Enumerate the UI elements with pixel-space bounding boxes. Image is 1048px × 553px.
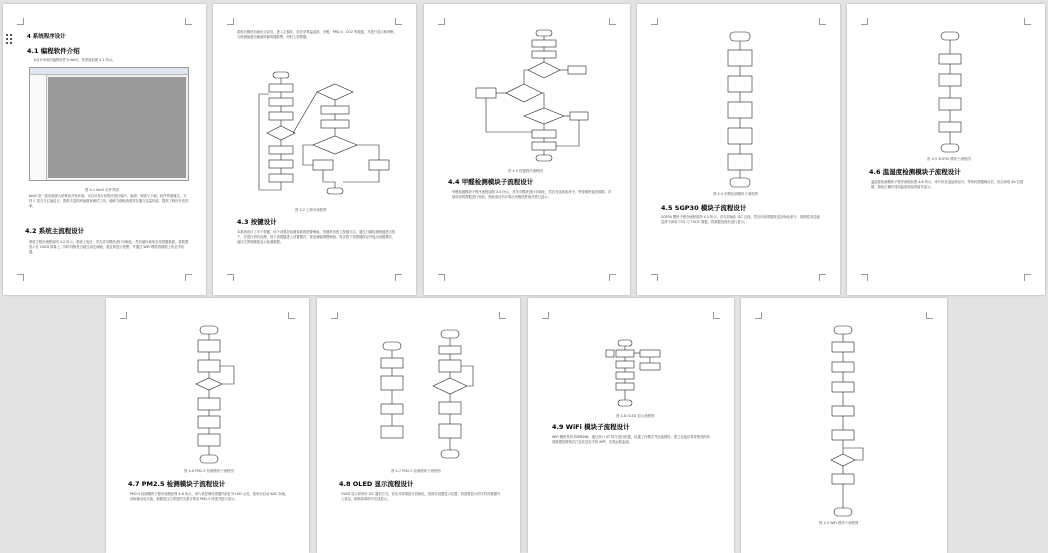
body-text: SGP30 模块子程序流程如图 4-5 所示。首先初始化 I2C 总线，然后向传感器发送初始化命令，周期性发送测量命令读取 CO2 与 TVOC 数据，将数据处理后进行显示。 (661, 215, 820, 225)
heading-4-2: 4.2 系统主流程设计 (25, 227, 85, 235)
figure-caption: 图 4-1 Keil5 软件界面 (85, 188, 119, 192)
figure-caption: 图 4-2 主程序流程图 (295, 208, 327, 212)
figure-caption: 图 4-7 PM2.5 检测模块子流程图 (391, 469, 441, 473)
heading-4-7: 4.7 PM2.5 检测模块子流程设计 (128, 480, 226, 488)
document-page-8 (528, 298, 734, 553)
keil5-screenshot (29, 67, 189, 181)
document-page-1 (3, 4, 206, 295)
document-page-3 (424, 4, 630, 295)
document-page-9 (741, 298, 947, 553)
heading-4-1: 4.1 编程软件介绍 (27, 47, 80, 55)
main-flowchart (253, 70, 393, 200)
document-page-4 (637, 4, 840, 295)
pm25-flowchart-2 (377, 328, 477, 460)
body-text: 系统各模块初始化完成后，进入主循环，依次采集温湿度、甲醛、PM2.5、CO2 等数据，并进行显示和判断，当检测值超出阈值时蜂鸣器报警，同时上传数据。 (237, 30, 397, 40)
heading-4-6: 4.6 温湿度检测模块子流程设计 (869, 168, 961, 176)
heading-4-5: 4.5 SGP30 模块子流程设计 (661, 204, 747, 212)
heading-4-3: 4.3 按键设计 (237, 218, 277, 226)
body-text: Keil5 是一款功能强大的集成开发环境，可以对单片机程序进行编写、编译、调试与下载。软件界面简洁，支持 C 语言与汇编语言，提供丰富的库函数和调试工具，能够方便地查看寄存器与变量的值，提高了程序开发效率。 (29, 194, 189, 209)
document-page-7 (317, 298, 520, 553)
formaldehyde-flowchart (725, 30, 755, 188)
sgp30-flowchart (937, 30, 963, 154)
document-page-5 (847, 4, 1045, 295)
figure-caption: 图 4-3 按键程序流程图 (508, 169, 543, 173)
body-text: WiFi 模块采用 ESP8266，通过串口 AT 指令进行配置，设置工作模式并连接网络，建立连接后将采集到的环境数据按照格式打包发送至手机 APP，实现远程监测。 (552, 435, 711, 445)
figure-caption: 图 4-8 OLED 显示流程图 (616, 414, 655, 418)
pm25-flowchart (194, 324, 244, 466)
body-text: 温湿度检测模块子程序流程如图 4-6 所示，单片机发送起始信号，等待传感器响应后，依次读取 40 位数据，校验正确后得到温度和湿度值并显示。 (871, 180, 1024, 190)
figure-caption: 图 4-9 WiFi 模块子流程图 (819, 521, 859, 525)
heading-4-8: 4.8 OLED 显示流程设计 (339, 480, 414, 488)
figure-caption: 图 4-5 SGP30 模块子流程图 (927, 157, 971, 161)
document-page-6 (106, 298, 309, 553)
intro-text: 本设计所用的编程软件为 Keil5，其界面如图 4-1 所示。 (33, 58, 116, 62)
drag-handle-icon[interactable] (6, 34, 15, 46)
wifi-flowchart (829, 324, 869, 520)
figure-caption: 图 4-6 PM2.5 检测模块子流程图 (184, 469, 234, 473)
document-page-2 (213, 4, 416, 295)
body-text: 系统主程序流程如图 4-2 所示。系统上电后，首先对各模块进行初始化，然后循环读取各传感器数据，将数据显示在 OLED 屏幕上，同时判断是否超过设定阈值，超过则进行报警，并通过 WiFi 模块将数据上传至手机端。 (29, 240, 189, 255)
heading-4-9: 4.9 WiFi 模块子流程设计 (552, 423, 630, 431)
oled-flowchart (604, 338, 664, 410)
body-text: 甲醛检测模块子程序流程如图 4-4 所示，首先对模块进行初始化，然后发送读取命令，等待模块返回数据，对接收到的数据进行校验，校验成功后计算出甲醛浓度值并进行显示。 (452, 190, 612, 200)
heading-main: 4 系统程序设计 (27, 34, 66, 40)
body-text: OLED 显示屏采用 I2C 通信方式，首先对屏幕进行初始化，清屏后设置显示位置，将需要显示的字符或数据写入显存，刷新屏幕即可完成显示。 (341, 492, 501, 502)
key-flowchart (474, 28, 594, 164)
figure-caption: 图 4-4 甲醛检测模块子流程图 (713, 192, 758, 196)
heading-4-4: 4.4 甲醛检测模块子流程设计 (448, 178, 534, 186)
body-text: PM2.5 检测模块子程序流程如图 4-6 所示，单片机控制传感器内部红外 LED 点亮，延时后启动 ADC 转换，读取输出电压值，根据电压与浓度的关系计算出 PM2.5 浓度并进行显示。 (130, 492, 289, 502)
body-text: 本系统设计了多个按键，用于设置各检测参数的报警阈值。按键采用独立按键方式，通过扫描检测按键是否按下，并进行消抖处理，按下设置键进入设置模式，按加减键调整阈值，再次按下设置键保存并退出设置模式，返回主界面继续显示检测数据。 (237, 230, 396, 245)
